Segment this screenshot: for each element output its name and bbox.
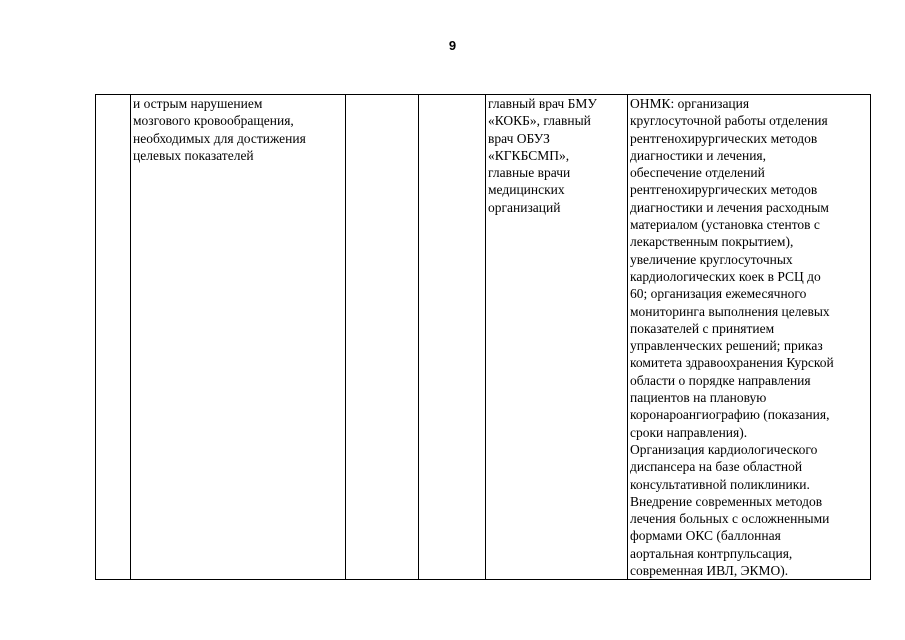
cell-text-line: медицинских [488, 182, 565, 198]
cell-text-line: необходимых для достижения [133, 130, 306, 146]
cell-text-line: врач ОБУЗ [488, 130, 550, 146]
cell-text-line: аортальная контрпульсация, [630, 545, 793, 561]
table-row [96, 95, 871, 580]
cell-text-line: диагностики и лечения, [630, 147, 767, 163]
cell-text-line: рентгенохирургических методов [630, 130, 818, 146]
measures-table [95, 94, 871, 580]
cell-text-line: целевых показателей [133, 147, 254, 163]
cell-text-line: лекарственным покрытием), [630, 234, 794, 250]
cell-text-line: увеличение круглосуточных [630, 251, 793, 267]
cell-text-line: организаций [488, 199, 561, 215]
cell-text-line: современная ИВЛ, ЭКМО). [630, 563, 789, 579]
cell-text-line: коронароангиографию (показания, [630, 407, 830, 423]
cell-text-line: формами ОКС (баллонная [630, 528, 781, 544]
cell-text-line: Внедрение современных методов [630, 493, 823, 509]
cell-text-line: пациентов на плановую [630, 390, 767, 406]
empty-cell-1 [346, 95, 419, 580]
measures-cell [628, 95, 871, 580]
cell-text-line: комитета здравоохранения Курской [630, 355, 834, 371]
cell-text-line: мониторинга выполнения целевых [630, 303, 830, 319]
cell-text-line: области о порядке направления [630, 372, 811, 388]
cell-text-line: Организация кардиологического [630, 441, 818, 457]
cell-text-line: консультативной поликлиники. [630, 476, 810, 492]
cell-text-line: «КГКБСМП», [488, 147, 570, 163]
cell-text-line: обеспечение отделений [630, 165, 765, 181]
cell-text-line: диспансера на базе областной [630, 459, 803, 475]
cell-text-line: и острым нарушением [133, 96, 263, 111]
cell-text-line: кардиологических коек в РСЦ до [630, 268, 821, 284]
cell-text-line: материалом (установка стентов с [630, 217, 820, 233]
cell-text-line: сроки направления). [630, 424, 748, 440]
cell-text-line: ОНМК: организация [630, 96, 750, 111]
cell-text-line: диагностики и лечения расходным [630, 199, 829, 215]
cell-text-line: рентгенохирургических методов [630, 182, 818, 198]
cell-text-line: 60; организация ежемесячного [630, 286, 807, 302]
cell-text-line: главный врач БМУ [488, 96, 597, 111]
cell-text-line: круглосуточной работы отделения [630, 113, 828, 129]
empty-cell-2 [419, 95, 486, 580]
cell-text-line: главные врачи [488, 165, 571, 181]
page-number: 9 [448, 38, 457, 53]
responsible-cell [486, 95, 628, 580]
cell-text-line: «КОКБ», главный [488, 113, 591, 129]
cell-text-line: лечения больных с осложненными [630, 511, 830, 527]
cell-text-line: мозгового кровообращения, [133, 113, 294, 129]
cell-text-line: управленческих решений; приказ [630, 338, 823, 354]
cell-text-line: показателей с принятием [630, 320, 775, 336]
row-number-cell [96, 95, 131, 580]
goal-cell [131, 95, 346, 580]
